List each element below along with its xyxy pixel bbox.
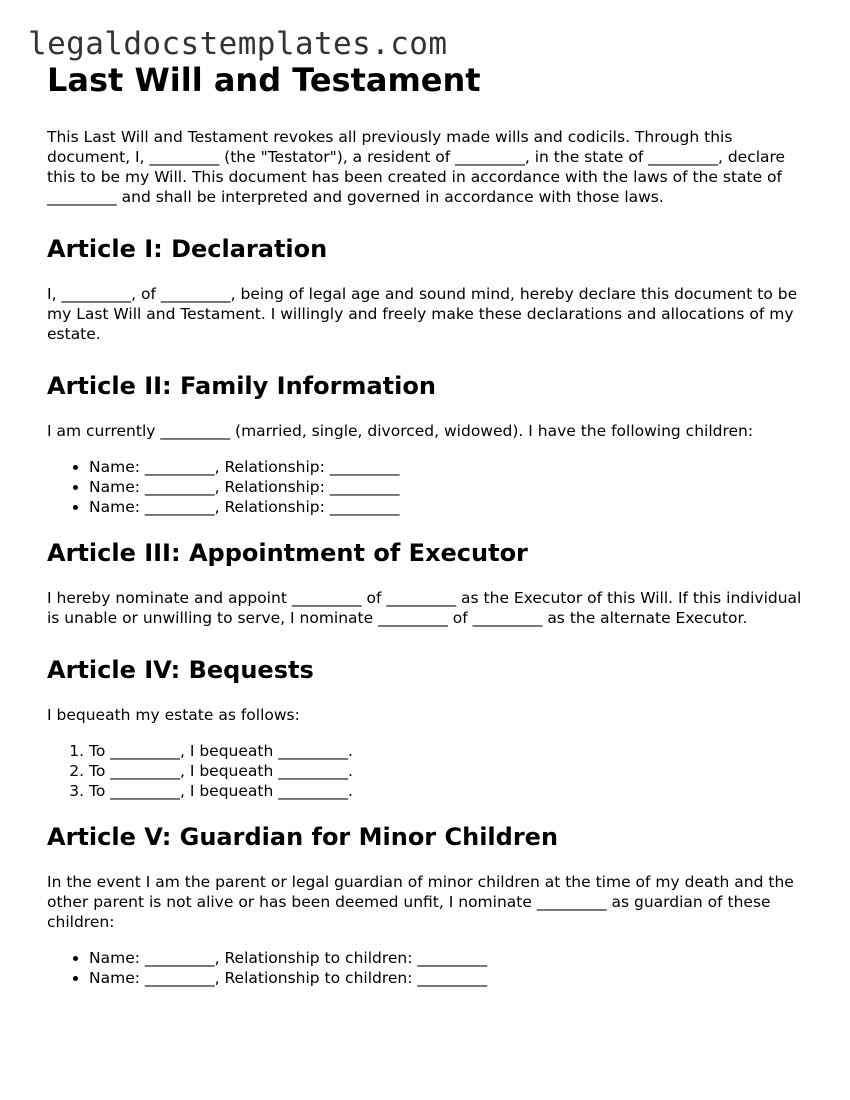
article-1-text: I, _________, of _________, being of legal age and sound mind, hereby declare this document to be my Last Will and Testament. I willingly and freely make these declarations and allocations of my estate. <box>47 285 798 343</box>
document-body <box>47 58 817 1009</box>
list-item: • Name: _________, Relationship: _________ <box>89 457 817 477</box>
guardians-list <box>47 948 817 988</box>
list-item: • Name: _________, Relationship: _________ <box>89 497 817 517</box>
children-list <box>47 457 817 517</box>
list-item: • Name: _________, Relationship to children: _________ <box>89 948 817 968</box>
article-5-heading: Article V: Guardian for Minor Children <box>47 823 559 851</box>
list-item: • Name: _________, Relationship: _________ <box>89 477 817 497</box>
document-title: Last Will and Testament <box>47 61 481 99</box>
list-item: 2. To _________, I bequeath _________. <box>89 761 817 781</box>
list-item: • Name: _________, Relationship to children: _________ <box>89 968 817 988</box>
article-2-text: I am currently _________ (married, single, divorced, widowed). I have the following children: <box>47 422 754 440</box>
article-2-heading: Article II: Family Information <box>47 372 436 400</box>
site-watermark: legaldocstemplates.com <box>28 26 448 62</box>
article-4-heading: Article IV: Bequests <box>47 656 314 684</box>
list-item: 1. To _________, I bequeath _________. <box>89 741 817 761</box>
intro-paragraph: This Last Will and Testament revokes all previously made wills and codicils. Through this document, I, _________ (the "Testator"), a resident of _________, in the state of _________, declare this to be my Will. This document has been created in accordance with the laws of the state of _________ and shall be interpreted and governed in accordance with those laws. <box>47 128 786 206</box>
article-4-text: I bequeath my estate as follows: <box>47 706 300 724</box>
list-item: 3. To _________, I bequeath _________. <box>89 781 817 801</box>
article-1-heading: Article I: Declaration <box>47 235 328 263</box>
bequests-list <box>47 741 817 801</box>
article-5-text: In the event I am the parent or legal guardian of minor children at the time of my death and the other parent is not alive or has been deemed unfit, I nominate _________ as guardian of these children: <box>47 873 794 931</box>
article-3-heading: Article III: Appointment of Executor <box>47 539 528 567</box>
article-3-text: I hereby nominate and appoint _________ of _________ as the Executor of this Will. If this individual is unable or unwilling to serve, I nominate _________ of _________ as the alternate Executor. <box>47 589 802 627</box>
